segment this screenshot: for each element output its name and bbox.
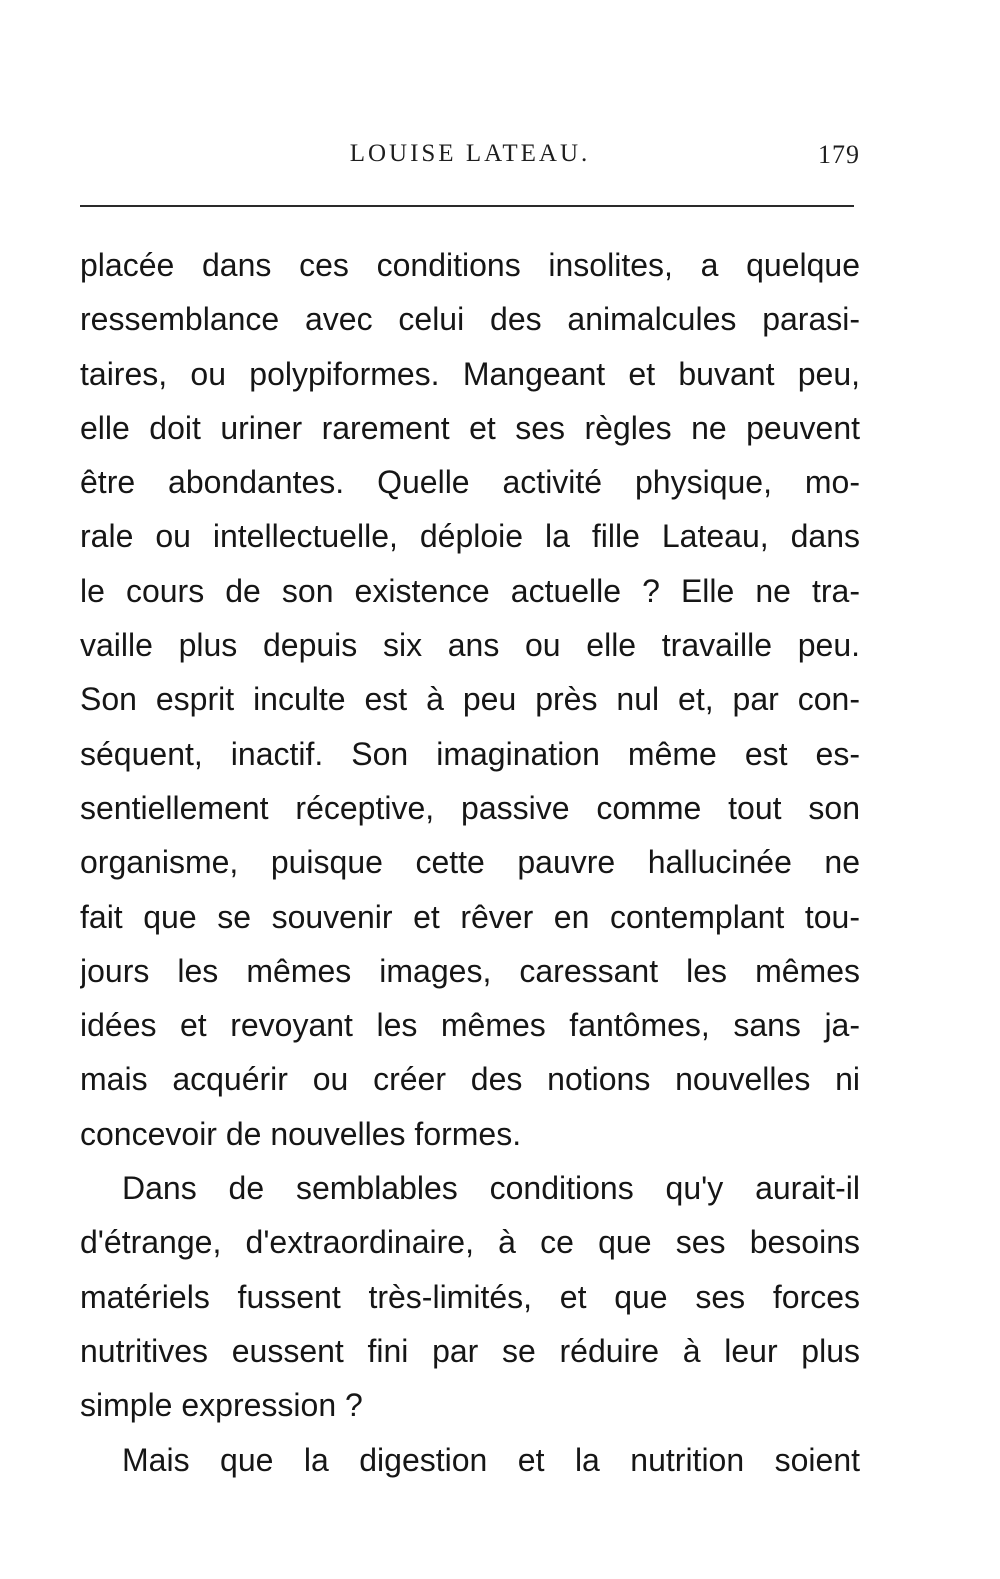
text-line: nutritives eussent fini par se réduire à leur plus	[80, 1332, 860, 1369]
text-line: taires, ou polypiformes. Mangeant et buvant peu,	[80, 355, 860, 392]
text-line: sentiellement réceptive, passive comme tout son	[80, 789, 860, 826]
text-line: vaille plus depuis six ans ou elle travaille peu.	[80, 627, 860, 664]
text-line: le cours de son existence actuelle ? Elle ne tra-	[80, 572, 860, 609]
text-line: idées et revoyant les mêmes fantômes, sans ja-	[80, 1007, 860, 1044]
text-line: simple expression ?	[80, 1387, 363, 1424]
text-line: Dans de semblables conditions qu'y aurait-il	[122, 1170, 860, 1207]
text-line: placée dans ces conditions insolites, a quelque	[80, 247, 860, 283]
text-line: séquent, inactif. Son imagination même est es-	[80, 735, 860, 772]
text-line: mais acquérir ou créer des notions nouvelles ni	[80, 1061, 860, 1098]
text-line: elle doit uriner rarement et ses règles ne peuvent	[80, 409, 860, 446]
paragraph-1	[80, 238, 860, 1161]
text-line: matériels fussent très-limités, et que ses forces	[80, 1278, 860, 1315]
paragraph-2	[80, 1161, 860, 1432]
text-line: d'étrange, d'extraordinaire, à ce que ses besoins	[80, 1224, 860, 1261]
body-text	[80, 238, 860, 1487]
paragraph-3	[80, 1433, 860, 1487]
text-line: rale ou intellectuelle, déploie la fille Lateau, dans	[80, 518, 860, 555]
text-line: concevoir de nouvelles formes.	[80, 1115, 522, 1152]
header-rule	[80, 205, 854, 207]
text-line: jours les mêmes images, caressant les mêmes	[80, 952, 860, 989]
page-number: 179	[818, 140, 860, 169]
text-line: Mais que la digestion et la nutrition soient	[122, 1441, 860, 1478]
text-line: organisme, puisque cette pauvre hallucinée ne	[80, 844, 860, 881]
text-line: être abondantes. Quelle activité physique, mo-	[80, 464, 860, 501]
text-line: ressemblance avec celui des animalcules parasi-	[80, 301, 860, 338]
running-title: LOUISE LATEAU.	[349, 140, 591, 167]
running-head	[80, 140, 860, 180]
text-line: Son esprit inculte est à peu près nul et, par con-	[80, 681, 860, 718]
text-line: fait que se souvenir et rêver en contemplant tou-	[80, 898, 860, 935]
